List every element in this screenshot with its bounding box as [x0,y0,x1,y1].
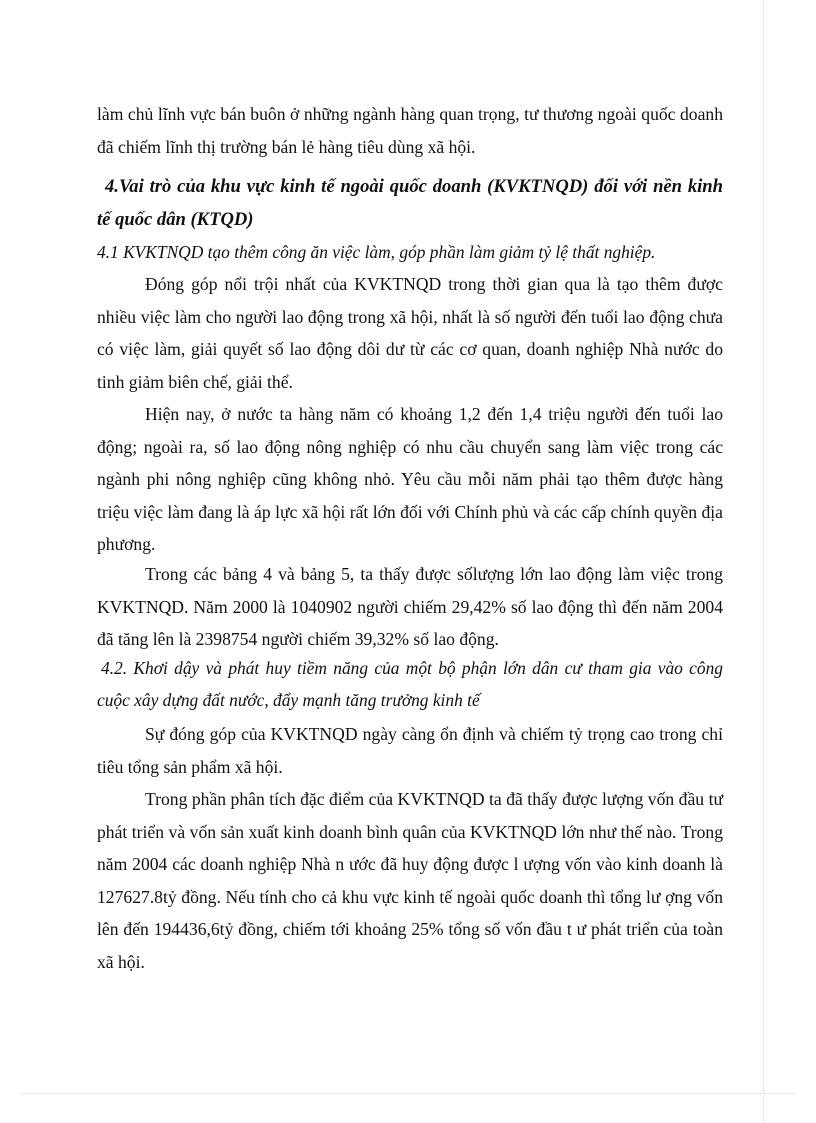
margin-guide-vertical [763,0,764,1123]
heading-section-4-1: 4.1 KVKTNQD tạo thêm công ăn việc làm, góp phần làm giảm tỷ lệ thất nghiệp. [97,242,656,262]
paragraph-labor-pressure: Hiện nay, ở nước ta hàng năm có khoảng 1,2 đến 1,4 triệu người đến tuổi lao động; ngoài ra, số lao động nông nghiệp có nhu cầu chuyển sang làm việc trong các ngành phi nông nghiệp cũng không nhỏ. Yêu cầu mỗi năm phải tạo thêm được hàng triệu việc làm đang là áp lực xã hội rất lớn đối với Chính phủ và các cấp chính quyền địa phương. [97,404,723,554]
paragraph-employment: Đóng góp nổi trội nhất của KVKTNQD trong thời gian qua là tạo thêm được nhiều việc làm cho người lao động trong xã hội, nhất là số người đến tuổi lao động chưa có việc làm, giải quyết số lao động dôi dư từ các cơ quan, doanh nghiệp Nhà nước do tinh giảm biên chế, giải thể. [97,274,723,392]
paragraph-contribution: Sự đóng góp của KVKTNQD ngày càng ổn định và chiếm tỷ trọng cao trong chỉ tiêu tổng sản phẩm xã hội. [97,724,723,777]
heading-section-4-2: 4.2. Khơi dậy và phát huy tiềm năng của một bộ phận lớn dân cư tham gia vào công cuộc xây dựng đất nước, đẩy mạnh tăng trưởng kinh tế [97,658,723,710]
paragraph-capital: Trong phần phân tích đặc điểm của KVKTNQD ta đã thấy được lượng vốn đầu tư phát triển và vốn sản xuất kinh doanh bình quân của KVKTNQD lớn như thế nào. Trong năm 2004 các doanh nghiệp Nhà n ước đã huy động được l ượng vốn vào kinh doanh là 127627.8tỷ đồng. Nếu tính cho cả khu vực kinh tế ngoài quốc doanh thì tổng lư ợng vốn lên đến 194436,6tỷ đồng, chiếm tới khoảng 25% tổng số vốn đầu t ư phát triển của toàn xã hội. [97,789,723,972]
margin-guide-horizontal [20,1093,795,1094]
heading-section-4: 4.Vai trò của khu vực kinh tế ngoài quốc doanh (KVKTNQD) đối với nền kinh tế quốc dân (KTQD) [97,176,723,230]
paragraph-intro: làm chủ lĩnh vực bán buôn ở những ngành hàng quan trọng, tư thương ngoài quốc doanh đã chiếm lĩnh thị trường bán lẻ hàng tiêu dùng xã hội. [97,104,723,157]
paragraph-labor-statistics: Trong các bảng 4 và bảng 5, ta thấy được sốlượng lớn lao động làm việc trong KVKTNQD. Năm 2000 là 1040902 người chiếm 29,42% số lao động thì đến năm 2004 đã tăng lên là 2398754 người chiếm 39,32% số lao động. [97,564,723,649]
